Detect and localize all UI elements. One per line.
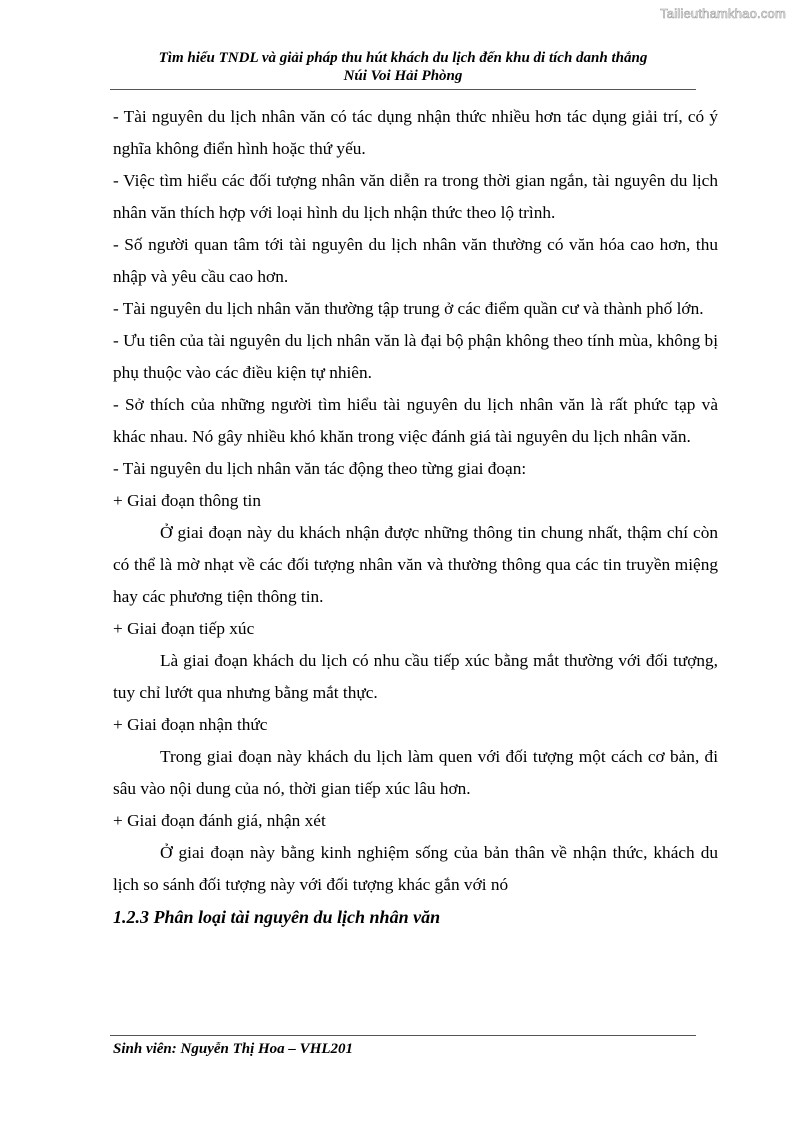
section-heading: 1.2.3 Phân loại tài nguyên du lịch nhân văn: [113, 907, 441, 927]
paragraph: + Giai đoạn tiếp xúc: [113, 619, 255, 638]
paragraph: - Tài nguyên du lịch nhân văn có tác dụng nhận thức nhiều hơn tác dụng giải trí, có ý nghĩa không điển hình hoặc thứ yếu.: [113, 107, 718, 158]
header-line-2: Núi Voi Hải Phòng: [343, 68, 463, 84]
paragraph: - Việc tìm hiểu các đối tượng nhân văn diễn ra trong thời gian ngắn, tài nguyên du lịch nhân văn thích hợp với loại hình du lịch nhận thức theo lộ trình.: [113, 171, 718, 222]
paragraph: - Tài nguyên du lịch nhân văn thường tập trung ở các điểm quần cư và thành phố lớn.: [113, 299, 704, 318]
paragraph: - Sở thích của những người tìm hiểu tài nguyên du lịch nhân văn là rất phức tạp và khác nhau. Nó gây nhiều khó khăn trong việc đánh giá tài nguyên du lịch nhân văn.: [113, 395, 718, 446]
header-divider: [110, 89, 696, 90]
paragraph: + Giai đoạn nhận thức: [113, 715, 268, 734]
header-line-1: Tìm hiểu TNDL và giải pháp thu hút khách du lịch đến khu di tích danh thắng: [158, 50, 648, 66]
body-text: [113, 101, 718, 933]
paragraph: Ở giai đoạn này bằng kinh nghiệm sống của bản thân về nhận thức, khách du lịch so sánh đối tượng này với đối tượng khác gắn với nó: [113, 843, 718, 894]
running-header: [110, 49, 696, 85]
paragraph: Là giai đoạn khách du lịch có nhu cầu tiếp xúc bằng mắt thường với đối tượng, tuy chỉ lướt qua nhưng bằng mắt thực.: [113, 651, 718, 702]
footer: Sinh viên: Nguyễn Thị Hoa – VHL201: [113, 1041, 354, 1057]
footer-divider: [110, 1035, 696, 1036]
paragraph: - Tài nguyên du lịch nhân văn tác động theo từng giai đoạn:: [113, 459, 527, 478]
watermark: Tailieuthamkhao.com: [660, 6, 786, 21]
paragraph: + Giai đoạn đánh giá, nhận xét: [113, 811, 326, 830]
paragraph: Trong giai đoạn này khách du lịch làm quen với đối tượng một cách cơ bản, đi sâu vào nội dung của nó, thời gian tiếp xúc lâu hơn.: [113, 747, 718, 798]
paragraph: - Số người quan tâm tới tài nguyên du lịch nhân văn thường có văn hóa cao hơn, thu nhập và yêu cầu cao hơn.: [113, 235, 718, 286]
paragraph: + Giai đoạn thông tin: [113, 491, 261, 510]
paragraph: Ở giai đoạn này du khách nhận được những thông tin chung nhất, thậm chí còn có thể là mờ nhạt về các đối tượng nhân văn và thường thông qua các tin truyền miệng hay các phương tiện thông tin.: [113, 523, 718, 606]
paragraph: - Ưu tiên của tài nguyên du lịch nhân văn là đại bộ phận không theo tính mùa, không bị phụ thuộc vào các điều kiện tự nhiên.: [113, 331, 718, 382]
